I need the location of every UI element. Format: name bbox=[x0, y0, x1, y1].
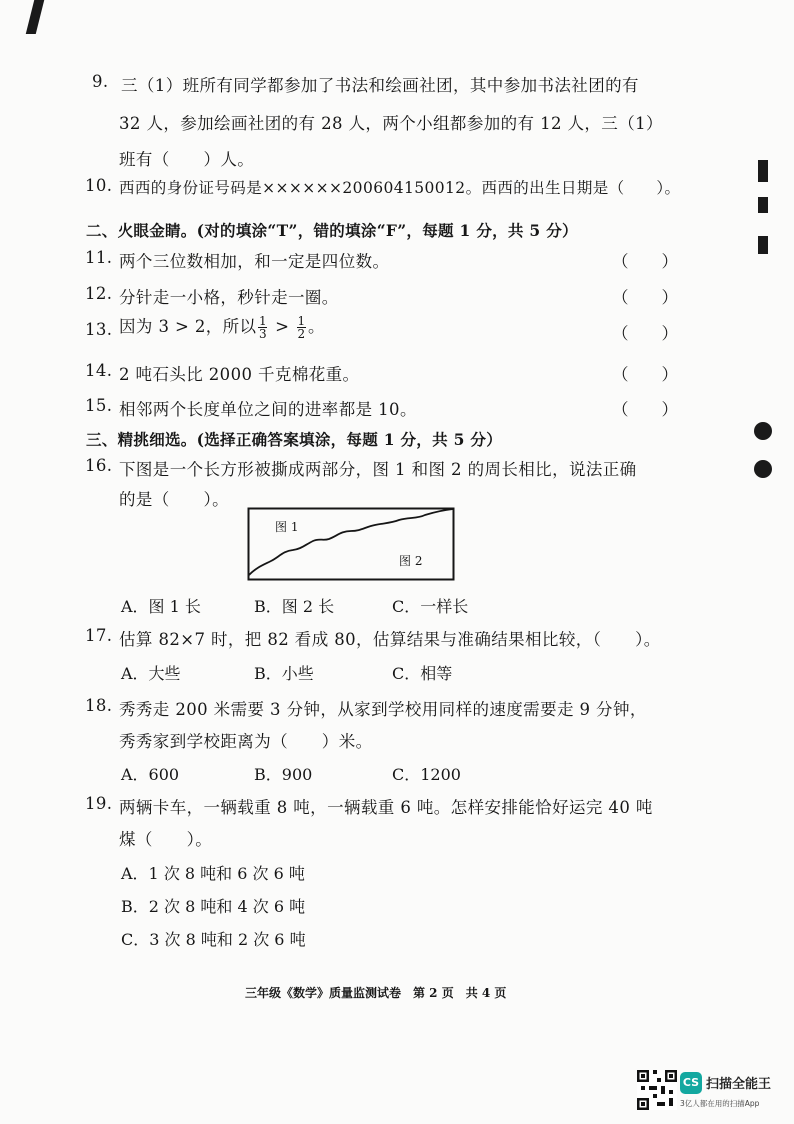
question-13-number: 13. bbox=[85, 320, 113, 339]
question-12-text: 分针走一小格，秒针走一圈。 bbox=[119, 288, 339, 307]
camscanner-logo-icon: CS bbox=[680, 1072, 702, 1094]
question-16-line-1: 下图是一个长方形被撕成两部分，图 1 和图 2 的周长相比，说法正确 bbox=[119, 460, 637, 479]
question-14-number: 14. bbox=[85, 361, 113, 380]
question-17-option-b[interactable]: B．小些 bbox=[254, 664, 314, 683]
question-19-option-b[interactable]: B．2 次 8 吨和 4 次 6 吨 bbox=[121, 897, 306, 916]
question-16-option-c[interactable]: C．一样长 bbox=[392, 597, 469, 616]
question-15-answer-box[interactable]: （ ） bbox=[612, 400, 678, 419]
torn-rectangle-figure bbox=[247, 507, 455, 581]
question-10-text: 西西的身份证号码是××××××200604150012。西西的出生日期是（ ）。 bbox=[119, 179, 681, 197]
question-19-option-c[interactable]: C．3 次 8 吨和 2 次 6 吨 bbox=[121, 930, 306, 949]
question-18-line-2: 秀秀家到学校距离为（ ）米。 bbox=[119, 732, 373, 751]
question-13-text-before: 因为 3 > 2，所以 bbox=[119, 317, 257, 336]
question-18-option-b[interactable]: B．900 bbox=[254, 765, 313, 784]
page-footer: 三年级《数学》质量监测试卷 第 2 页 共 4 页 bbox=[245, 986, 507, 1000]
question-9-line-1: 三（1）班所有同学都参加了书法和绘画社团，其中参加书法社团的有 bbox=[121, 76, 639, 95]
question-11-answer-box[interactable]: （ ） bbox=[612, 252, 678, 271]
question-19-line-2: 煤（ ）。 bbox=[119, 830, 213, 849]
question-13-text-after: 。 bbox=[308, 317, 325, 336]
figure-label-2: 图 2 bbox=[399, 554, 423, 568]
section-2-heading: 二、火眼金睛。(对的填涂“T”，错的填涂“F”，每题 1 分，共 5 分） bbox=[86, 221, 578, 240]
question-19-option-a[interactable]: A．1 次 8 吨和 6 次 6 吨 bbox=[121, 864, 305, 883]
question-10-number: 10. bbox=[85, 176, 113, 195]
question-11-number: 11. bbox=[85, 248, 113, 267]
question-18-number: 18. bbox=[85, 696, 113, 715]
question-17-text: 估算 82×7 时，把 82 看成 80，估算结果与准确结果相比较，（ ）。 bbox=[119, 630, 661, 649]
scanner-app-tagline: 3亿人都在用的扫描App bbox=[680, 1099, 760, 1108]
question-17-option-c[interactable]: C．相等 bbox=[392, 664, 453, 683]
question-16-option-a[interactable]: A．图 1 长 bbox=[121, 597, 201, 616]
qr-code-icon bbox=[637, 1070, 677, 1110]
question-15-text: 相邻两个长度单位之间的进率都是 10。 bbox=[119, 400, 417, 419]
question-14-answer-box[interactable]: （ ） bbox=[612, 365, 678, 384]
question-11-text: 两个三位数相加，和一定是四位数。 bbox=[119, 252, 390, 271]
binding-hole-1 bbox=[754, 422, 772, 440]
binding-mark-3 bbox=[758, 236, 768, 254]
binding-mark-2 bbox=[758, 197, 768, 213]
binding-hole-2 bbox=[754, 460, 772, 478]
fraction-one-half: $\frac{1}{2}$ bbox=[297, 314, 306, 341]
question-17-number: 17. bbox=[85, 626, 113, 645]
question-12-answer-box[interactable]: （ ） bbox=[612, 288, 678, 307]
question-15-number: 15. bbox=[85, 396, 113, 415]
question-16-option-b[interactable]: B．图 2 长 bbox=[254, 597, 335, 616]
question-13-answer-box[interactable]: （ ） bbox=[612, 324, 678, 343]
question-16-line-2: 的是（ ）。 bbox=[119, 490, 230, 509]
binding-mark-1 bbox=[758, 160, 768, 182]
question-17-option-a[interactable]: A．大些 bbox=[121, 664, 181, 683]
question-14-text: 2 吨石头比 2000 千克棉花重。 bbox=[119, 365, 360, 384]
question-18-line-1: 秀秀走 200 米需要 3 分钟，从家到学校用同样的速度需要走 9 分钟， bbox=[119, 700, 647, 719]
scan-edge-shadow bbox=[26, 0, 44, 34]
question-18-option-a[interactable]: A．600 bbox=[121, 765, 180, 784]
fraction-one-third: $\frac{1}{3}$ bbox=[258, 314, 267, 341]
figure-label-1: 图 1 bbox=[275, 520, 299, 534]
question-19-line-1: 两辆卡车，一辆载重 8 吨，一辆载重 6 吨。怎样安排能恰好运完 40 吨 bbox=[119, 798, 653, 817]
question-18-option-c[interactable]: C．1200 bbox=[392, 765, 461, 784]
scanner-app-name: 扫描全能王 bbox=[706, 1077, 772, 1092]
greater-than-sign: > bbox=[275, 317, 290, 336]
question-13-text bbox=[119, 313, 325, 340]
question-9-number: 9. bbox=[92, 72, 109, 91]
question-16-number: 16. bbox=[85, 456, 113, 475]
question-12-number: 12. bbox=[85, 284, 113, 303]
section-3-heading: 三、精挑细选。(选择正确答案填涂，每题 1 分，共 5 分） bbox=[86, 430, 502, 449]
question-9-line-3: 班有（ ）人。 bbox=[119, 150, 255, 169]
question-9-line-2: 32 人，参加绘画社团的有 28 人，两个小组都参加的有 12 人，三（1） bbox=[119, 114, 663, 133]
question-19-number: 19. bbox=[85, 794, 113, 813]
